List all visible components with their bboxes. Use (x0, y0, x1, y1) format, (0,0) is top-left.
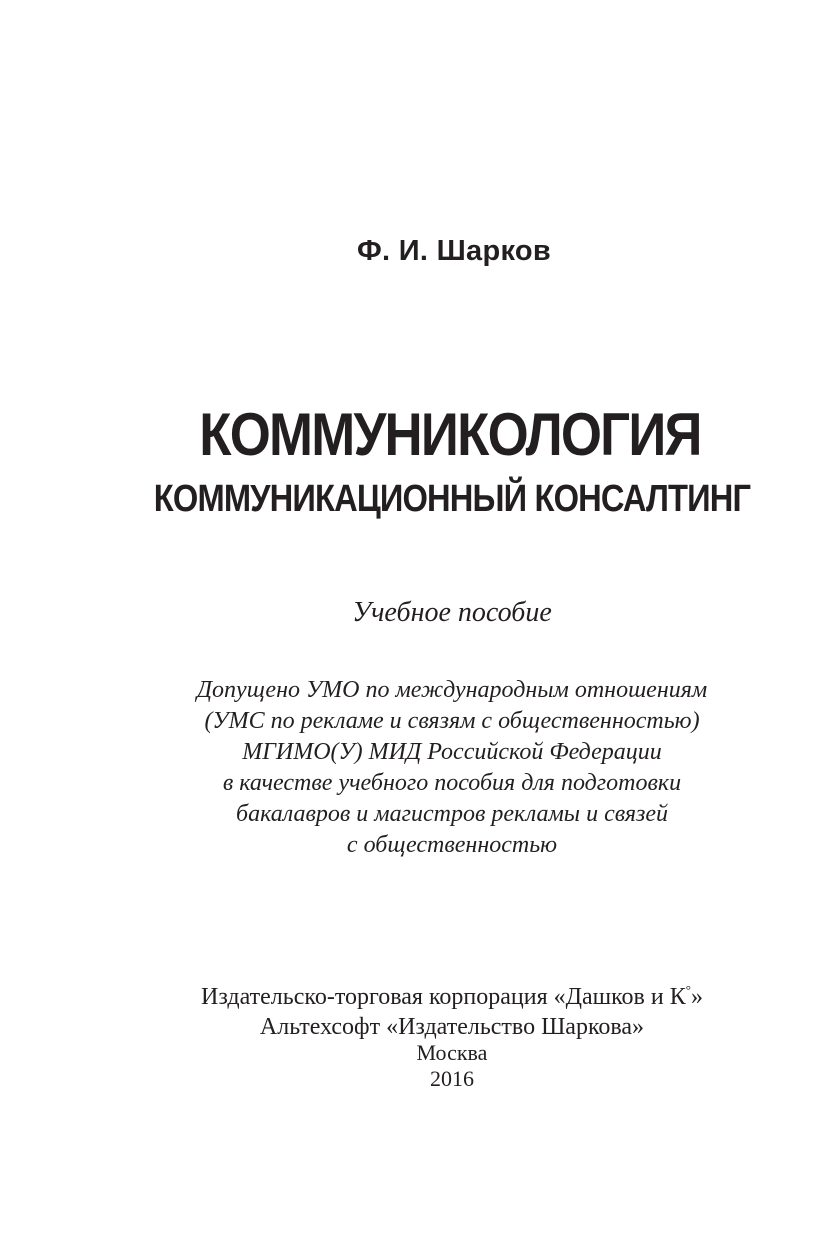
publisher-line-1 (38, 975, 828, 1012)
publication-year: 2016 (430, 1066, 474, 1091)
approval-line: Допущено УМО по международным отношениям (196, 677, 708, 703)
publisher-line-2: Альтехсофт «Издательство Шаркова» (259, 1014, 645, 1040)
publisher-degree-mark: ° (685, 982, 691, 997)
approval-line: бакалавров и магистров рекламы и связей (236, 801, 668, 827)
publication-city: Москва (416, 1040, 488, 1065)
publisher-closing-quote: » (690, 984, 703, 1010)
approval-line: МГИМО(У) МИД Российской Федерации (242, 739, 662, 765)
approval-line: (УМС по рекламе и связям с общественностью) (204, 708, 700, 734)
publisher-block (38, 975, 828, 1042)
book-subtitle: КОММУНИКАЦИОННЫЙ КОНСАЛТИНГ (153, 478, 751, 520)
publisher-name: Издательско-торговая корпорация «Дашков и К (201, 984, 686, 1010)
approval-statement (38, 675, 828, 861)
approval-line: с общественностью (346, 832, 558, 858)
author-name: Ф. И. Шарков (356, 235, 552, 267)
publication-type: Учебное пособие (352, 597, 552, 628)
book-title: КОММУНИКОЛОГИЯ (199, 401, 701, 468)
approval-line: в качестве учебного пособия для подготовки (222, 770, 682, 796)
